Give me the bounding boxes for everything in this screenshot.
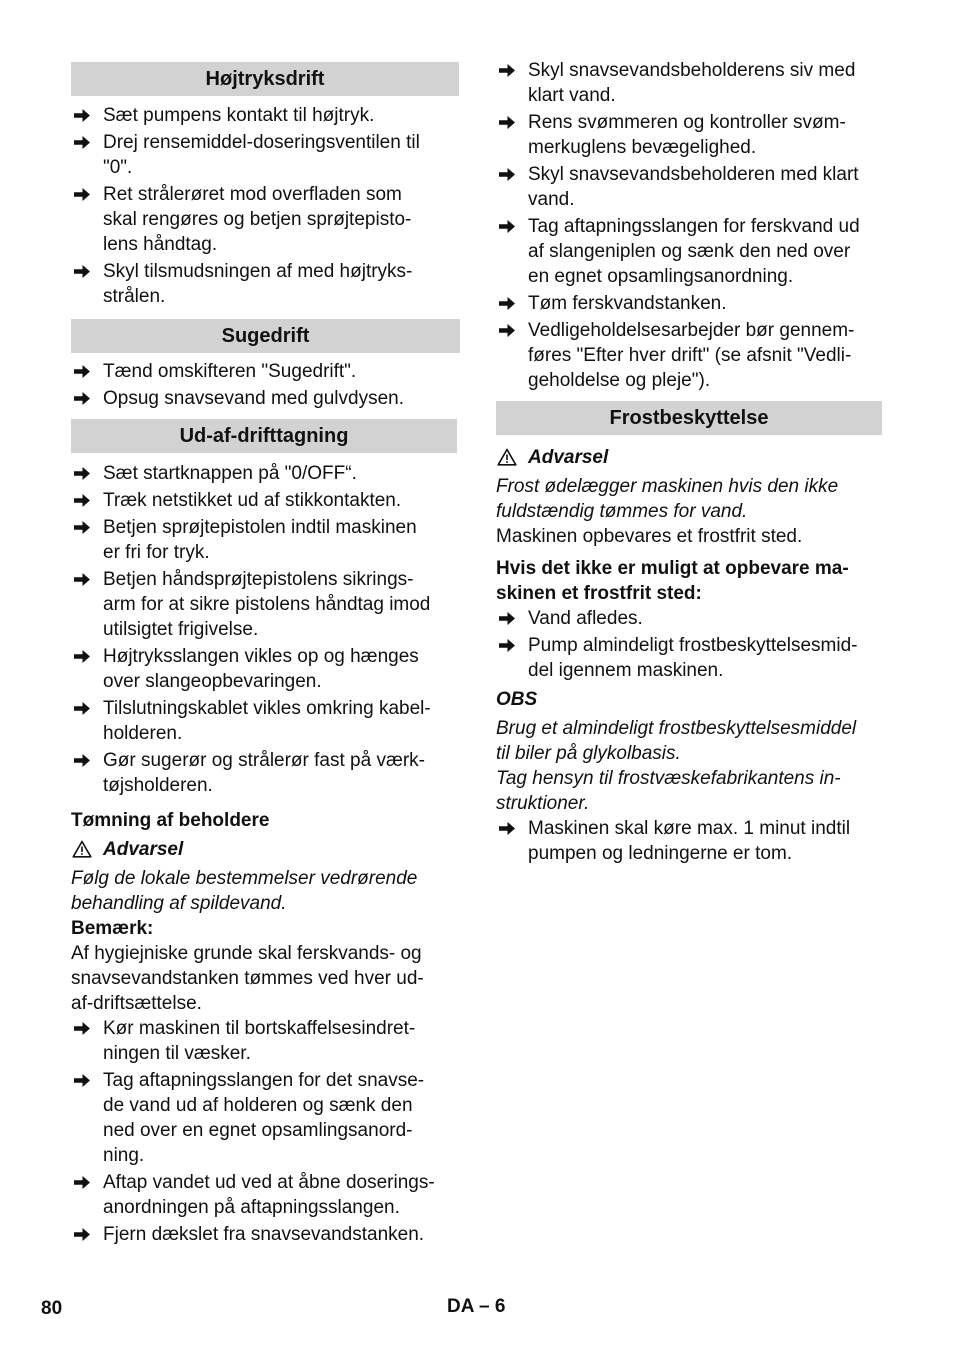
list-item-line: Pump almindeligt frostbeskyttelsesmid-	[528, 635, 858, 656]
list-item-line: Ret strålerøret mod overfladen som	[103, 184, 402, 205]
list-item	[496, 318, 884, 393]
text-line: Hvis det ikke er muligt at opbevare ma-	[496, 558, 849, 579]
list-item-line: Træk netstikket ud af stikkontakten.	[103, 490, 402, 511]
list-item-line: "0".	[103, 157, 133, 178]
list-item	[496, 58, 884, 108]
list-item-line: klart vand.	[528, 85, 616, 106]
list-item-line: Aftap vandet ud ved at åbne doserings-	[103, 1172, 435, 1193]
list-item-line: utilsigtet frigivelse.	[103, 619, 259, 640]
text-line: snavsevandstanken tømmes ved hver ud-	[71, 968, 424, 989]
list-item	[71, 696, 459, 746]
arrow-right-icon	[73, 567, 95, 592]
section-title-hojtryksdrift: Højtryksdrift	[71, 62, 459, 96]
list-ud-af-drifttagning	[71, 461, 459, 798]
arrow-right-icon	[73, 696, 95, 721]
list-item-line: ned over en egnet opsamlingsanord-	[103, 1120, 413, 1141]
list-tomning	[71, 1016, 459, 1247]
text-line: til biler på glykolbasis.	[496, 743, 681, 764]
list-item-line: en egnet opsamlingsanordning.	[528, 266, 794, 287]
text-line: struktioner.	[496, 793, 590, 814]
arrow-right-icon	[73, 386, 95, 411]
list-right-top	[496, 58, 884, 393]
warning-label-text: Advarsel	[528, 447, 609, 468]
arrow-right-icon	[73, 1068, 95, 1093]
list-item-line: af slangeniplen og sænk den ned over	[528, 241, 851, 262]
text-line: Følg de lokale bestemmelser vedrørende	[71, 868, 418, 889]
list-item-line: arm for at sikre pistolens håndtag imod	[103, 594, 431, 615]
list-item	[496, 633, 884, 683]
list-item	[71, 386, 459, 411]
list-item	[71, 567, 459, 642]
list-item-line: over slangeopbevaringen.	[103, 671, 322, 692]
arrow-right-icon	[73, 359, 95, 384]
warning-triangle-icon	[72, 840, 92, 865]
list-item	[71, 1170, 459, 1220]
list-item-line: Højtryksslangen vikles op og hænges	[103, 646, 419, 667]
arrow-right-icon	[498, 291, 520, 316]
list-item-line: føres "Efter hver drift" (se afsnit "Vedli-	[528, 345, 852, 366]
arrow-right-icon	[73, 488, 95, 513]
list-item-line: Tilslutningskablet vikles omkring kabel-	[103, 698, 431, 719]
list-item-line: Gør sugerør og strålerør fast på værk-	[103, 750, 426, 771]
list-item-line: Vedligeholdelsesarbejder bør gennem-	[528, 320, 855, 341]
arrow-right-icon	[498, 633, 520, 658]
text-line: Tag hensyn til frostvæskefabrikantens in-	[496, 768, 841, 789]
list-item-line: Maskinen skal køre max. 1 minut indtil	[528, 818, 851, 839]
arrow-right-icon	[73, 259, 95, 284]
note-label: Bemærk:	[71, 918, 154, 939]
right-column	[496, 58, 884, 866]
list-item	[496, 816, 884, 866]
list-item	[496, 606, 884, 631]
list-item	[71, 461, 459, 486]
list-item	[71, 359, 459, 384]
list-item-line: Betjen håndsprøjtepistolens sikrings-	[103, 569, 414, 590]
list-item-line: Kør maskinen til bortskaffelsesindret-	[103, 1018, 416, 1039]
text-line: behandling af spildevand.	[71, 893, 287, 914]
list-item-line: de vand ud af holderen og sænk den	[103, 1095, 413, 1116]
list-item-line: Tag aftapningsslangen for det snavse-	[103, 1070, 425, 1091]
arrow-right-icon	[498, 816, 520, 841]
list-item	[71, 182, 459, 257]
arrow-right-icon	[73, 644, 95, 669]
text-line: skinen et frostfrit sted:	[496, 583, 702, 604]
arrow-right-icon	[73, 461, 95, 486]
list-item-line: anordningen på aftapningsslangen.	[103, 1197, 400, 1218]
left-column	[71, 62, 459, 1247]
list-item	[496, 214, 884, 289]
list-item	[71, 103, 459, 128]
list-item-line: merkuglens bevægelighed.	[528, 137, 757, 158]
list-item-line: holderen.	[103, 723, 183, 744]
list-item-line: Sæt pumpens kontakt til højtryk.	[103, 105, 375, 126]
list-item	[496, 291, 884, 316]
arrow-right-icon	[73, 1016, 95, 1041]
list-item	[71, 1068, 459, 1168]
list-item-line: vand.	[528, 189, 575, 210]
warning-text-frost	[496, 474, 884, 524]
list-item-line: pumpen og ledningerne er tom.	[528, 843, 793, 864]
arrow-right-icon	[73, 1170, 95, 1195]
arrow-right-icon	[498, 606, 520, 631]
language-page-label: DA – 6	[447, 1296, 506, 1317]
arrow-right-icon	[73, 515, 95, 540]
section-title-ud-af-drifttagning: Ud-af-drifttagning	[71, 419, 457, 453]
list-item-line: Skyl snavsevandsbeholderen med klart	[528, 164, 859, 185]
frost-plain-text: Maskinen opbevares et frostfrit sted.	[496, 526, 803, 547]
list-item	[71, 515, 459, 565]
text-line: af-driftsættelse.	[71, 993, 202, 1014]
warning-label	[71, 837, 459, 862]
obs-text	[496, 716, 884, 816]
list-item	[71, 488, 459, 513]
list-item-line: strålen.	[103, 286, 166, 307]
list-item-line: geholdelse og pleje").	[528, 370, 711, 391]
list-item-line: Rens svømmeren og kontroller svøm-	[528, 112, 846, 133]
obs-label: OBS	[496, 689, 538, 710]
warning-text-tomning	[71, 866, 459, 916]
list-item-line: Tænd omskifteren "Sugedrift".	[103, 361, 357, 382]
text-line: Frost ødelægger maskinen hvis den ikke	[496, 476, 839, 497]
list-item-line: lens håndtag.	[103, 234, 218, 255]
arrow-right-icon	[498, 162, 520, 187]
list-item-line: Tøm ferskvandstanken.	[528, 293, 727, 314]
frost-bold-text	[496, 556, 884, 606]
arrow-right-icon	[498, 214, 520, 239]
list-item-line: er fri for tryk.	[103, 542, 210, 563]
list-item	[71, 644, 459, 694]
list-item-line: ning.	[103, 1145, 145, 1166]
arrow-right-icon	[498, 110, 520, 135]
list-item-line: Skyl snavsevandsbeholderens siv med	[528, 60, 856, 81]
list-item-line: Skyl tilsmudsningen af med højtryks-	[103, 261, 413, 282]
warning-triangle-icon	[497, 448, 517, 473]
warning-label-frost	[496, 445, 884, 470]
list-item	[71, 1016, 459, 1066]
list-item	[71, 259, 459, 309]
list-item-line: tøjsholderen.	[103, 775, 213, 796]
arrow-right-icon	[498, 318, 520, 343]
arrow-right-icon	[73, 182, 95, 207]
arrow-right-icon	[73, 1222, 95, 1247]
arrow-right-icon	[498, 58, 520, 83]
page-number: 80	[41, 1298, 63, 1319]
text-line: Brug et almindeligt frostbeskyttelsesmiddel	[496, 718, 857, 739]
list-item-line: Vand afledes.	[528, 608, 643, 629]
section-title-frostbeskyttelse: Frostbeskyttelse	[496, 401, 882, 435]
arrow-right-icon	[73, 130, 95, 155]
text-line: fuldstændig tømmes for vand.	[496, 501, 748, 522]
list-item	[496, 162, 884, 212]
list-frost	[496, 606, 884, 683]
text-line: Af hygiejniske grunde skal ferskvands- og	[71, 943, 422, 964]
list-item-line: Tag aftapningsslangen for ferskvand ud	[528, 216, 860, 237]
list-item	[71, 1222, 459, 1247]
list-item-line: ningen til væsker.	[103, 1043, 251, 1064]
list-item	[71, 130, 459, 180]
list-item	[496, 110, 884, 160]
list-item	[71, 748, 459, 798]
list-item-line: Opsug snavsevand med gulvdysen.	[103, 388, 405, 409]
list-item-line: Fjern dækslet fra snavsevandstanken.	[103, 1224, 425, 1245]
list-item-line: Drej rensemiddel-doseringsventilen til	[103, 132, 420, 153]
arrow-right-icon	[73, 748, 95, 773]
list-frost-end	[496, 816, 884, 866]
section-title-sugedrift: Sugedrift	[71, 319, 460, 353]
list-item-line: skal rengøres og betjen sprøjtepisto-	[103, 209, 412, 230]
arrow-right-icon	[73, 103, 95, 128]
note-text	[71, 941, 459, 1016]
heading-tomning: Tømning af beholdere	[71, 810, 270, 831]
list-sugedrift	[71, 359, 459, 411]
list-item-line: del igennem maskinen.	[528, 660, 724, 681]
list-hojtryksdrift	[71, 103, 459, 309]
list-item-line: Betjen sprøjtepistolen indtil maskinen	[103, 517, 417, 538]
warning-label-text: Advarsel	[103, 839, 184, 860]
list-item-line: Sæt startknappen på "0/OFF“.	[103, 463, 357, 484]
